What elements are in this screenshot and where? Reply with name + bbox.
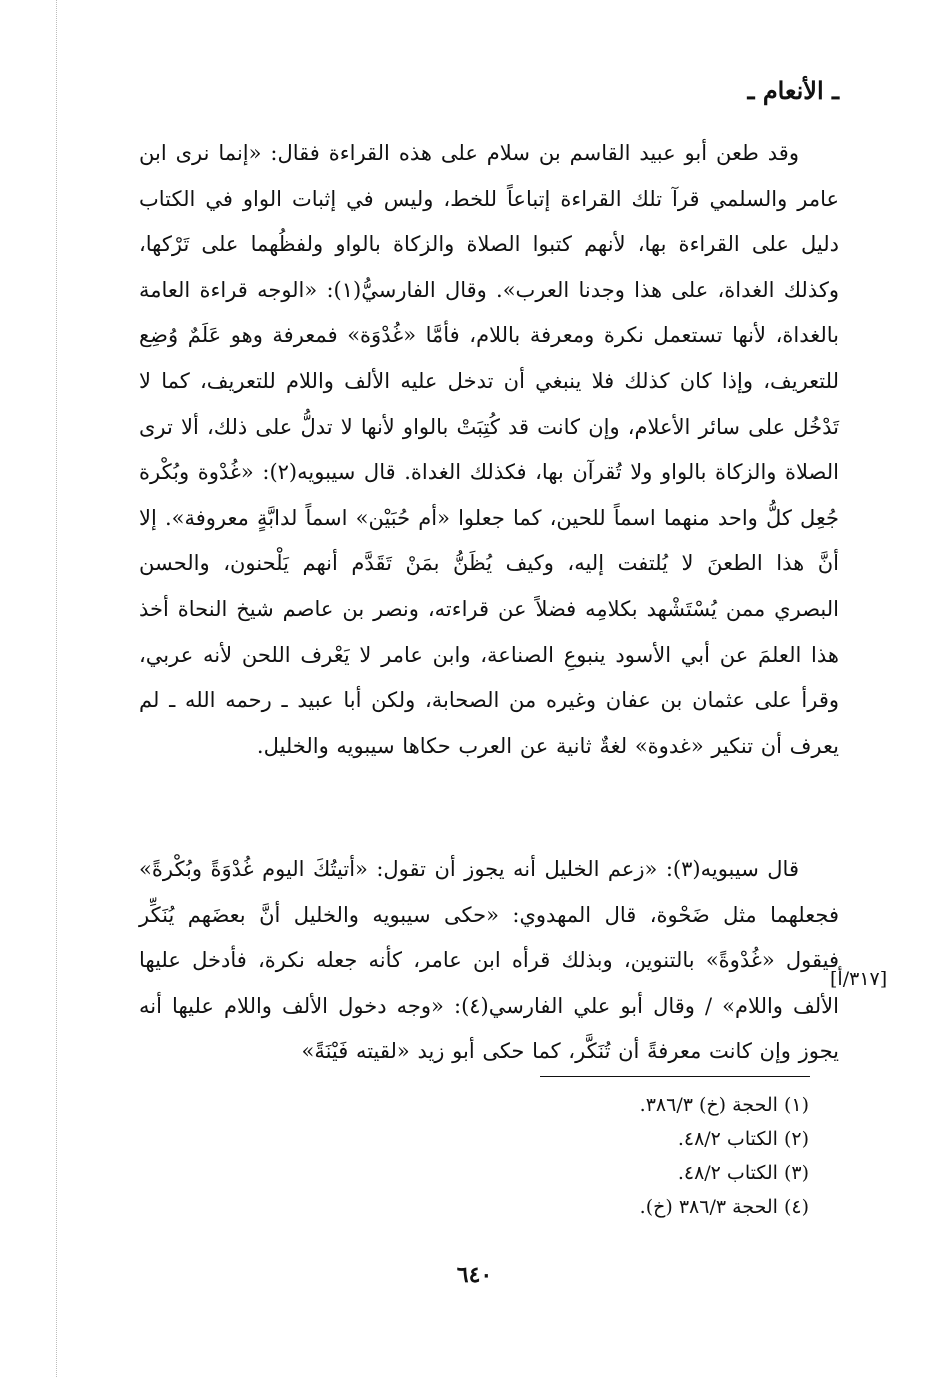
page-edge-line: [56, 0, 57, 1377]
footnote-3: (٣) الكتاب ٤٨/٢.: [677, 1162, 809, 1184]
page-number: ٦٤٠: [456, 1262, 493, 1288]
footnote-2: (٢) الكتاب ٤٨/٢.: [677, 1128, 809, 1150]
footnotes: [249, 1088, 809, 1224]
footnote-separator: [540, 1076, 810, 1077]
footnote-4: (٤) الحجة ٣٨٦/٣ (خ).: [639, 1196, 809, 1218]
footnote-1: (١) الحجة (خ) ٣٨٦/٣.: [639, 1094, 809, 1116]
body-paragraph-1: وقد طعن أبو عبيد القاسم بن سلام على هذه القراءة فقال: «إنما نرى ابن عامر والسلمي قرآ تلك القراءة إتباعاً للخط، وليس في إثبات الواو في الكتاب دليل على القراءة بها، لأنهم كتبوا الصلاة والزكاة بالواو ولفظُهما على تَرْكها، وكذلك الغداة، على هذا وجدنا العرب». وقال الفارسيُّ(١): «الوجه قراءة العامة بالغداة، لأنها تستعمل نكرة ومعرفة باللام، فأمَّا «غُدْوَة» فمعرفة وهو عَلَمٌ وُضِع للتعريف، وإذا كان كذلك فلا ينبغي أن تدخل عليه الألف واللام للتعريف، كما لا تَدْخُل على سائر الأعلام، وإن كانت قد كُتِبَتْ بالواو لأنها لا تدلُّ على ذلك، ألا ترى الصلاة والزكاة بالواو ولا تُقرآن بها، فكذلك الغداة. قال سيبويه(٢): «غُدْوة وبُكْرة جُعِل كلُّ واحد منهما اسماً للحين، كما جعلوا «أم حُبَيْن» اسماً لدابَّةٍ معروفة». إلا أنَّ هذا الطعنَ لا يُلتفت إليه، وكيف يُظَنُّ بمَنْ تَقَدَّم أنهم يَلْحنون، والحسن البصري ممن يُسْتَشْهد بكلامِه فضلاً عن قراءته، ونصر بن عاصم شيخ النحاة أخذ هذا العلمَ عن أبي الأسود ينبوعِ الصناعة، وابن عامر لا يَعْرف اللحن لأنه عربي، وقرأ على عثمان بن عفان وغيره من الصحابة، ولكن أبا عبيد ـ رحمه الله ـ لم يعرف أن تنكير «غدوة» لغةٌ ثانية عن العرب حكاها سيبويه والخليل.: [139, 141, 839, 758]
margin-folio-note: [٣١٧/أ]: [830, 968, 888, 990]
running-header: ـ الأنعام ـ: [747, 76, 839, 105]
body-paragraph-2: قال سيبويه(٣): «زعم الخليل أنه يجوز أن تقول: «أتيتُكَ اليوم غُدْوَةً وبُكْرةً» فجعلهما مثل ضَحْوة، قال المهدوي: «حكى سيبويه والخليل أنَّ بعضَهم يُنَكِّر فيقول «غُدْوةً» بالتنوين، وبذلك قرأه ابن عامر، كأنه جعله نكرة، فأدخل عليها الألف واللام» / وقال أبو علي الفارسي(٤): «وجه دخول الألف واللام عليها أنه يجوز وإن كانت معرفةً أن تُنَكَّر، كما حكى أبو زيد «لقيته فَيْنَةً»: [139, 857, 839, 1064]
